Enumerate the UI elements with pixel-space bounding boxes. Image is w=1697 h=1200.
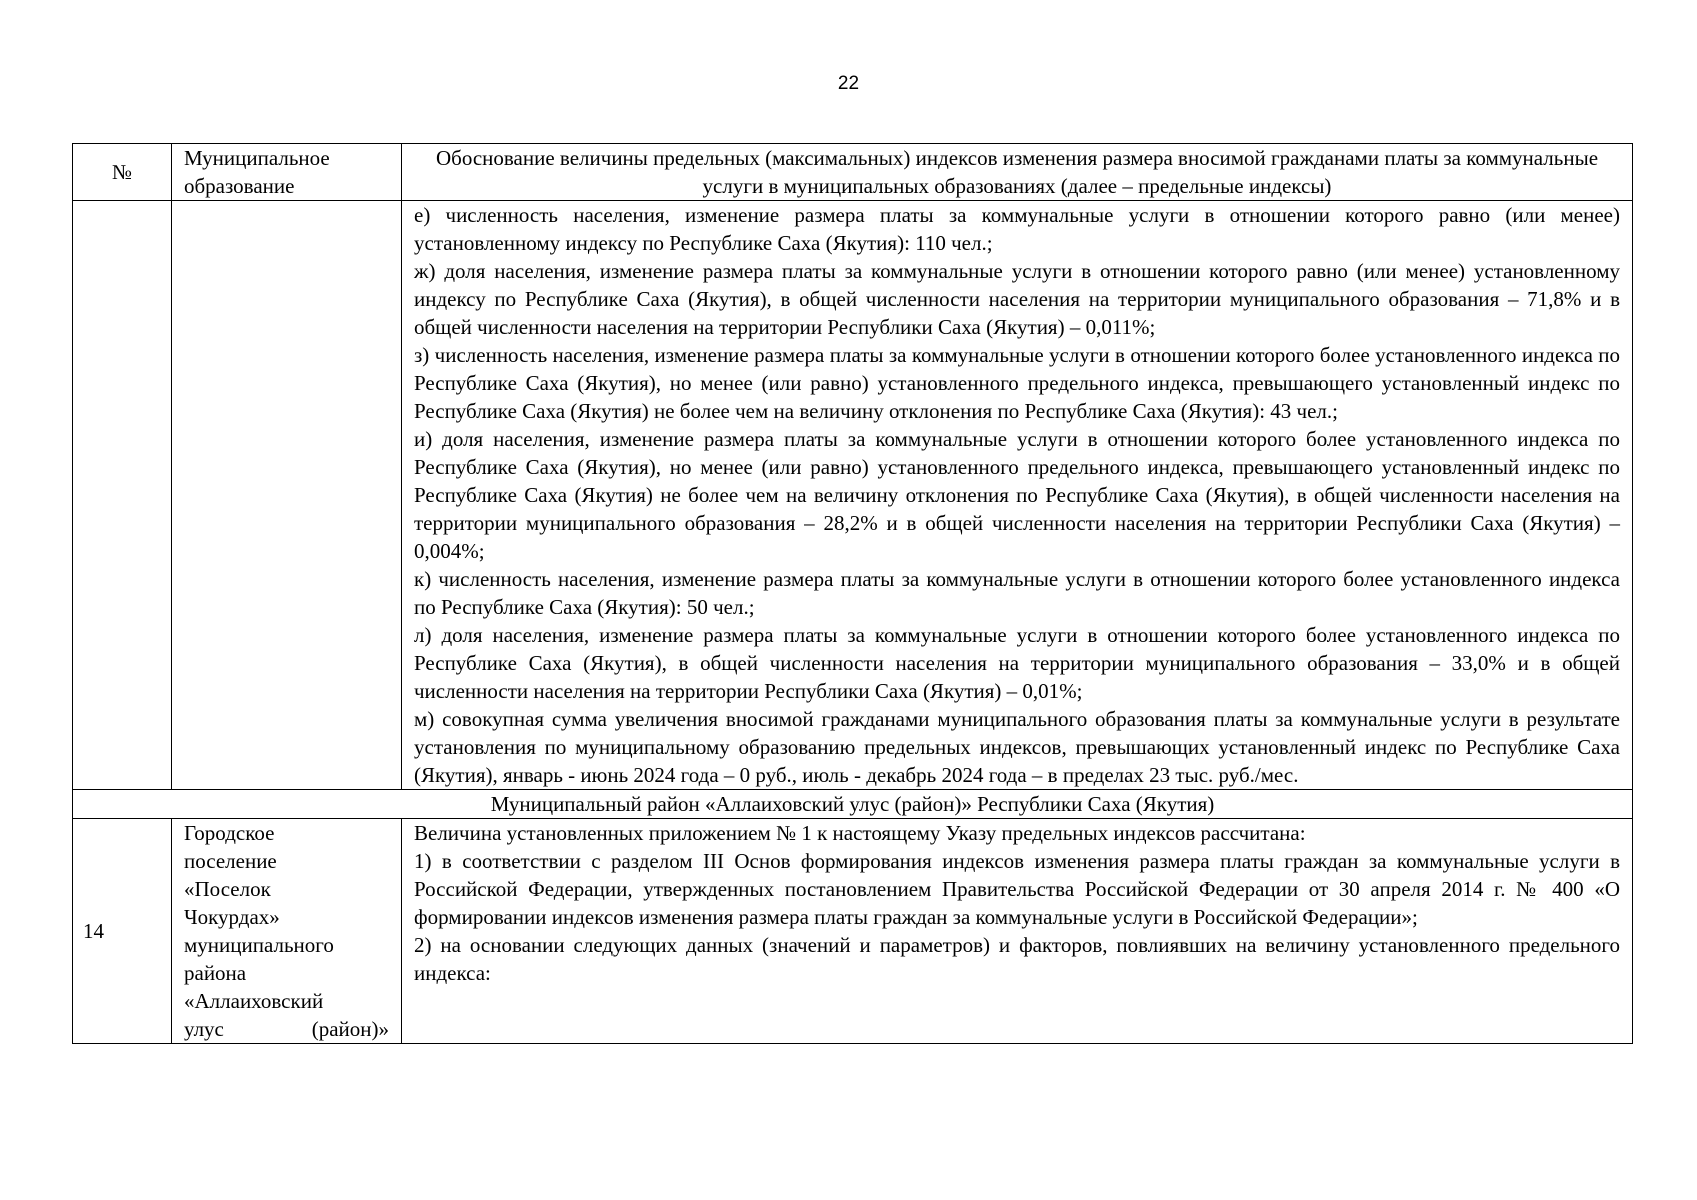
municipality-line: района [184,961,247,985]
table-header-row [73,144,1633,201]
paragraph-m: м) совокупная сумма увеличения вносимой гражданами муниципального образования платы за коммунальные услуги в результате установления по муниципальному образованию предельных индексов, превышающих установленный индекс по Республике Саха (Якутия), январь - июнь 2024 года – 0 руб., июль - декабрь 2024 года – в пределах 23 тыс. руб./мес. [414,707,1620,787]
row-number-cell: 14 [73,819,172,1044]
section-title: Муниципальный район «Аллаиховский улус (район)» Республики Саха (Якутия) [73,790,1633,819]
paragraph-z: з) численность населения, изменение размера платы за коммунальные услуги в отношении которого более установленного индекса по Республике Саха (Якутия), но менее (или равно) установленного предельного индекса, превышающего установленный индекс по Республике Саха (Якутия) не более чем на величину отклонения по Республике Саха (Якутия): 43 чел.; [414,343,1620,423]
header-number-cell: № [73,144,172,201]
municipality-line: Городское [184,821,275,845]
municipality-line: поселение [184,849,277,873]
table-row [73,201,1633,790]
header-justification-cell: Обоснование величины предельных (максимальных) индексов изменения размера вносимой гражданами платы за коммунальные услуги в муниципальных образованиях (далее – предельные индексы) [402,144,1633,201]
continuation-number-cell [73,201,172,790]
page-number: 22 [837,73,860,94]
continuation-municipality-cell [172,201,402,790]
paragraph-1: 1) в соответствии с разделом III Основ формирования индексов изменения размера платы граждан за коммунальные услуги в Российской Федерации, утвержденных постановлением Правительства Российской Федерации от 30 апреля 2014 г. № 400 «О формировании индексов изменения размера платы граждан за коммунальные услуги в Российской Федерации»; [414,849,1620,929]
municipality-line: «Поселок [184,877,271,901]
header-municipality-cell: Муниципальное образование [172,144,402,201]
municipality-line: Чокурдах» [184,905,280,929]
row-justification-cell [402,819,1633,1044]
paragraph-2: 2) на основании следующих данных (значений и параметров) и факторов, повлиявших на величину установленного предельного индекса: [414,933,1620,985]
municipality-line: муниципального [184,933,334,957]
municipality-line: улус (район)» [184,1017,389,1041]
continuation-justification-cell [402,201,1633,790]
paragraph-i: и) доля населения, изменение размера платы за коммунальные услуги в отношении которого более установленного индекса по Республике Саха (Якутия), но менее (или равно) установленного предельного индекса, превышающего установленный индекс по Республике Саха (Якутия) не более чем на величину отклонения по Республике Саха (Якутия), в общей численности населения на территории муниципального образования – 28,2% и в общей численности населения на территории Республики Саха (Якутия) – 0,004%; [414,427,1620,563]
paragraph-zh: ж) доля населения, изменение размера платы за коммунальные услуги в отношении которого равно (или менее) установленному индексу по Республике Саха (Якутия), в общей численности населения на территории муниципального образования – 71,8% и в общей численности населения на территории Республики Саха (Якутия) – 0,011%; [414,259,1620,339]
indices-table [72,143,1633,1044]
paragraph-intro: Величина установленных приложением № 1 к настоящему Указу предельных индексов рассчитана: [414,821,1306,845]
section-row [73,790,1633,819]
table-row [73,819,1633,1044]
paragraph-l: л) доля населения, изменение размера платы за коммунальные услуги в отношении которого более установленного индекса по Республике Саха (Якутия), в общей численности населения на территории муниципального образования – 33,0% и в общей численности населения на территории Республики Саха (Якутия) – 0,01%; [414,623,1620,703]
paragraph-k: к) численность населения, изменение размера платы за коммунальные услуги в отношении которого более установленного индекса по Республике Саха (Якутия): 50 чел.; [414,567,1620,619]
paragraph-e: е) численность населения, изменение размера платы за коммунальные услуги в отношении которого равно (или менее) установленному индексу по Республике Саха (Якутия): 110 чел.; [414,203,1620,255]
municipality-name-cell [172,819,402,1044]
municipality-line: «Аллаиховский [184,989,324,1013]
